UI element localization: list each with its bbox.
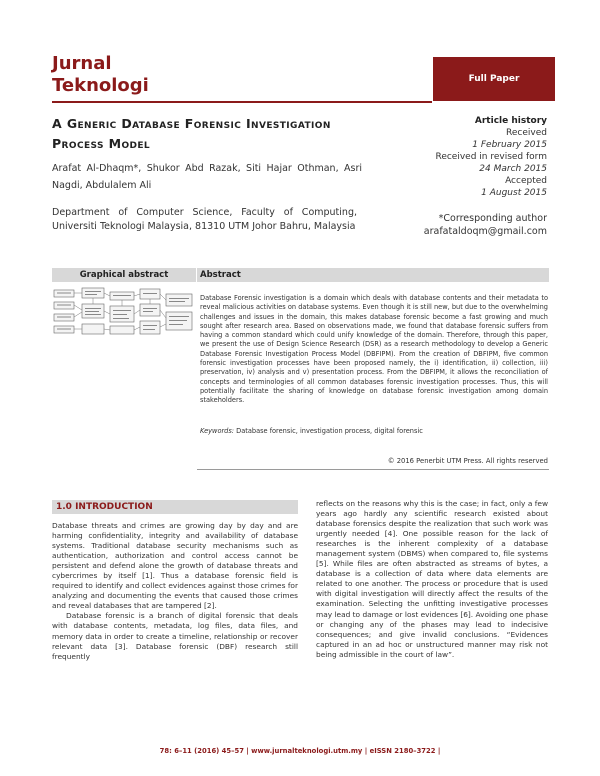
- article-history: [405, 115, 547, 199]
- abstract-heading: Abstract: [200, 270, 241, 280]
- journal-name-line2: Teknologi: [52, 75, 149, 96]
- keywords-label: Keywords:: [200, 427, 235, 435]
- journal-name: [52, 53, 149, 97]
- corresponding-author: [395, 212, 547, 238]
- copyright-notice: © 2016 Penerbit UTM Press. All rights reserved: [387, 457, 548, 465]
- keywords-line: [200, 427, 548, 436]
- received-date: 1 February 2015: [472, 140, 547, 150]
- keywords-text: Database forensic, investigation process, digital forensic: [236, 427, 423, 435]
- received-label: Received: [506, 128, 547, 138]
- abstract-divider: [197, 469, 549, 470]
- paper-authors: Arafat Al-Dhaqm*, Shukor Abd Razak, Siti Hajar Othman, Asri Nagdi, Abdulalem Ali: [52, 163, 362, 191]
- header-divider: [52, 101, 432, 103]
- introduction-heading: 1.0 INTRODUCTION: [56, 502, 153, 512]
- introduction-left-column: [52, 521, 298, 662]
- introduction-paragraph: Database threats and crimes are growing day by day and are harming confidentiality, integrity and availability of database systems. Traditional database security mechanisms such as authentication, authorization and control access cannot be persistent and defend alone the growth of database threats and cybercrimes by itself [1]. Thus a database forensic field is required to identify and collect evidences against those crimes for analyzing and documenting the events that caused those crimes and reveal databases that are tampered [2].: [52, 521, 298, 611]
- introduction-right-column: [316, 499, 548, 660]
- abstract-text: Database Forensic investigation is a domain which deals with database contents and their metadata to reveal malicious activities on database systems. Even though it is still new, but due to the overwhelming challenges and issues in the domain, this makes database forensic become a fast growing and much sought after research area. Based on observations made, we found that database forensic suffers from having a common standard which could unify knowledge of the domain. Therefore, through this paper, we present the use of Design Science Research (DSR) as a research methodology to develop a Generic Database Forensic Investigation Process Model (DBFIPM). From the creation of DBFIPM, five common forensic investigation processes have been proposed namely, the i) identification, ii) collection, iii) preservation, iv) analysis and v) presentation process. From the DBFIPM, it allows the reconciliation of concepts and terminologies of all common databases forensic investigation processes. Thus, this will potentially facilitate the sharing of knowledge on database forensic investigation among domain stakeholders.: [200, 294, 548, 405]
- paper-type-label: Full Paper: [468, 74, 520, 84]
- accepted-date: 1 August 2015: [481, 188, 547, 198]
- introduction-paragraph: Database forensic is a branch of digital forensic that deals with database contents, metadata, log files, data files, and memory data in order to create a timeline, relationship or recover relevant data [3]. Database forensic (DBF) research still frequently: [52, 611, 298, 661]
- corresponding-author-email[interactable]: arafataldoqm@gmail.com: [423, 226, 547, 237]
- revised-label: Received in revised form: [435, 152, 547, 162]
- abstract-header-bar: [197, 268, 549, 282]
- graphical-abstract-diagram: [52, 286, 196, 338]
- paper-title: A Generic Database Forensic Investigation Process Model: [52, 116, 331, 151]
- author-affiliation: Department of Computer Science, Faculty of Computing, Universiti Teknologi Malaysia, 81310 UTM Johor Bahru, Malaysia: [52, 207, 357, 232]
- accepted-label: Accepted: [505, 176, 547, 186]
- introduction-paragraph: reflects on the reasons why this is the case; in fact, only a few years ago hardly any scientific research existed about database forensics despite the realization that such work was urgently needed [4]. One possible reason for the lack of researches is the inherent complexity of a database management system (DBMS) when compared to, file systems [5]. While files are often abstracted as streams of bytes, a database is a collection of data where data elements are related to one another. The process or procedure that is used with digital investigation will directly affect the results of the examination. Selecting the unfitting investigative processes may lead to damage or lost evidences [6]. Avoiding one phase or changing any of the phases may lead to indecisive consequences; and give invalid conclusions. “Evidences captured in an ad hoc or unstructured manner may risk not being admissible in the court of law”.: [316, 499, 548, 659]
- article-history-heading: Article history: [474, 116, 547, 126]
- graphical-abstract-heading: Graphical abstract: [79, 270, 169, 280]
- journal-name-line1: Jurnal: [52, 53, 112, 74]
- corresponding-author-label: *Corresponding author: [438, 213, 547, 224]
- revised-date: 24 March 2015: [479, 164, 547, 174]
- page-footer: 78: 6–11 (2016) 45–57 | www.jurnalteknologi.utm.my | eISSN 2180–3722 |: [159, 747, 441, 755]
